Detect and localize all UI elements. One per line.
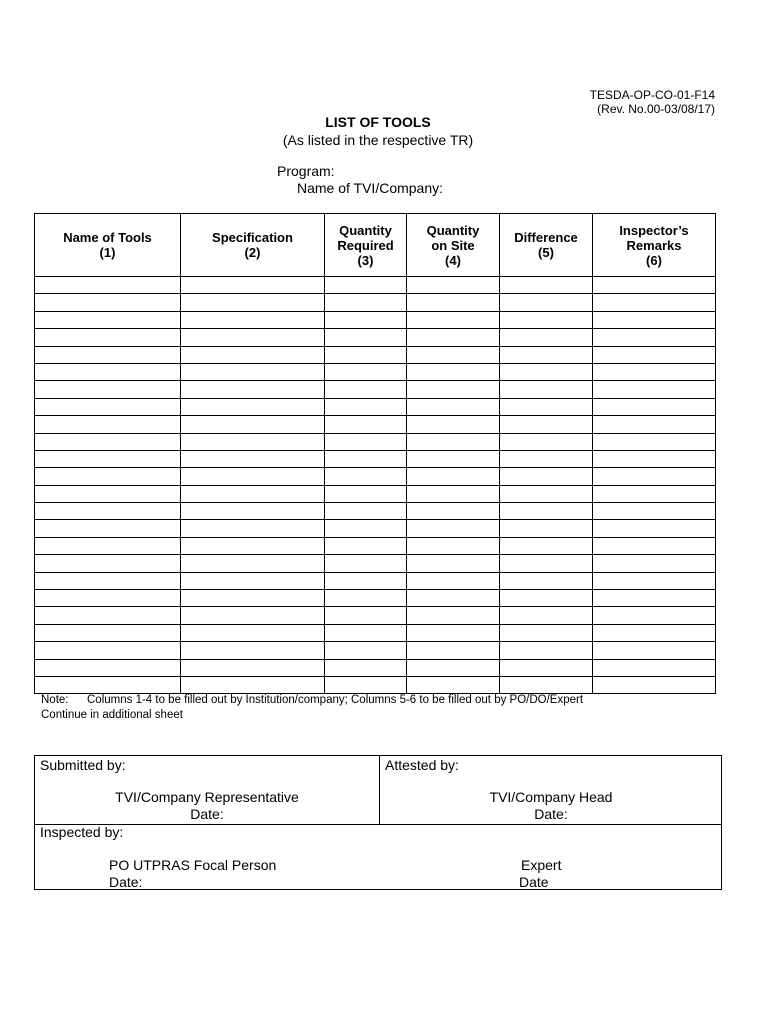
table-cell xyxy=(500,416,593,433)
table-row xyxy=(35,398,716,415)
submitted-role: TVI/Company Representative xyxy=(115,789,299,805)
table-cell xyxy=(325,363,407,380)
table-cell xyxy=(500,659,593,676)
table-cell xyxy=(181,503,325,520)
header-line: Quantity xyxy=(339,222,392,238)
table-cell xyxy=(181,416,325,433)
table-cell xyxy=(407,555,500,572)
note-line xyxy=(41,693,583,708)
table-cell xyxy=(500,537,593,554)
table-cell xyxy=(500,642,593,659)
submitted-date-label: Date: xyxy=(190,806,224,822)
inspected-by-label: Inspected by: xyxy=(40,824,124,840)
table-row xyxy=(35,416,716,433)
header-line: (6) xyxy=(646,252,662,268)
table-row xyxy=(35,381,716,398)
header-line: (2) xyxy=(244,245,261,260)
submitted-signature-block xyxy=(35,789,379,823)
table-cell xyxy=(500,520,593,537)
table-cell xyxy=(407,607,500,624)
table-cell xyxy=(407,363,500,380)
column-header-difference xyxy=(500,214,593,277)
table-row xyxy=(35,590,716,607)
table-cell xyxy=(593,624,716,641)
table-cell xyxy=(325,537,407,554)
table-cell xyxy=(500,676,593,693)
table-cell xyxy=(35,555,181,572)
table-cell xyxy=(593,659,716,676)
table-cell xyxy=(407,294,500,311)
table-cell xyxy=(593,676,716,693)
table-cell xyxy=(325,381,407,398)
table-cell xyxy=(35,363,181,380)
table-row xyxy=(35,503,716,520)
table-cell xyxy=(593,485,716,502)
table-cell xyxy=(407,346,500,363)
table-cell xyxy=(500,624,593,641)
table-cell xyxy=(325,277,407,294)
table-cell xyxy=(325,468,407,485)
table-cell xyxy=(500,468,593,485)
table-row xyxy=(35,659,716,676)
table-cell xyxy=(35,676,181,693)
table-cell xyxy=(35,485,181,502)
table-cell xyxy=(500,572,593,589)
form-code: TESDA-OP-CO-01-F14 xyxy=(589,88,715,102)
table-cell xyxy=(593,450,716,467)
table-cell xyxy=(407,450,500,467)
table-cell xyxy=(181,311,325,328)
table-row xyxy=(35,555,716,572)
table-cell xyxy=(407,381,500,398)
table-cell xyxy=(181,537,325,554)
table-cell xyxy=(181,363,325,380)
header-line: (1) xyxy=(99,245,116,260)
table-cell xyxy=(181,381,325,398)
table-cell xyxy=(407,590,500,607)
table-cell xyxy=(407,398,500,415)
table-cell xyxy=(181,555,325,572)
table-cell xyxy=(35,381,181,398)
table-cell xyxy=(181,590,325,607)
table-cell xyxy=(325,642,407,659)
table-cell xyxy=(35,311,181,328)
table-row xyxy=(35,329,716,346)
header-line: Specification xyxy=(212,230,293,245)
expert-date-label: Date xyxy=(519,874,549,890)
table-cell xyxy=(500,555,593,572)
table-cell xyxy=(35,277,181,294)
table-cell xyxy=(181,329,325,346)
table-cell xyxy=(35,416,181,433)
table-cell xyxy=(500,277,593,294)
table-cell xyxy=(325,555,407,572)
table-row xyxy=(35,572,716,589)
table-cell xyxy=(407,311,500,328)
po-focal-person: PO UTPRAS Focal Person xyxy=(109,857,277,873)
table-cell xyxy=(325,572,407,589)
table-cell xyxy=(407,468,500,485)
attested-signature-block xyxy=(379,789,723,823)
table-cell xyxy=(407,416,500,433)
table-cell xyxy=(593,503,716,520)
table-cell xyxy=(500,503,593,520)
table-cell xyxy=(35,537,181,554)
table-cell xyxy=(500,311,593,328)
table-cell xyxy=(500,294,593,311)
column-header-specification xyxy=(181,214,325,277)
table-cell xyxy=(181,277,325,294)
header-line: Quantity xyxy=(426,222,480,238)
table-cell xyxy=(325,590,407,607)
note-block xyxy=(41,693,583,723)
table-cell xyxy=(181,485,325,502)
table-cell xyxy=(407,676,500,693)
table-cell xyxy=(35,624,181,641)
table-cell xyxy=(325,624,407,641)
table-row xyxy=(35,277,716,294)
table-cell xyxy=(35,398,181,415)
form-code-block xyxy=(590,88,715,116)
table-cell xyxy=(325,503,407,520)
table-cell xyxy=(325,433,407,450)
table-cell xyxy=(593,642,716,659)
table-cell xyxy=(407,537,500,554)
table-cell xyxy=(407,503,500,520)
page-subtitle: (As listed in the respective TR) xyxy=(282,132,474,148)
table-cell xyxy=(35,503,181,520)
column-header-quantity-on-site xyxy=(407,214,500,277)
revision-number: (Rev. No.00-03/08/17) xyxy=(597,102,715,116)
header-line: (5) xyxy=(538,245,554,260)
column-header-inspectors-remarks xyxy=(593,214,716,277)
table-cell xyxy=(181,398,325,415)
table-cell xyxy=(181,642,325,659)
table-cell xyxy=(35,642,181,659)
table-cell xyxy=(325,346,407,363)
table-cell xyxy=(407,572,500,589)
table-cell xyxy=(593,363,716,380)
tools-table-body xyxy=(35,277,716,694)
table-cell xyxy=(35,607,181,624)
column-header-quantity-required xyxy=(325,214,407,277)
table-cell xyxy=(181,520,325,537)
table-cell xyxy=(407,329,500,346)
table-row xyxy=(35,433,716,450)
table-cell xyxy=(407,485,500,502)
table-cell xyxy=(500,485,593,502)
table-row xyxy=(35,363,716,380)
table-cell xyxy=(35,346,181,363)
table-cell xyxy=(593,572,716,589)
table-cell xyxy=(181,676,325,693)
table-cell xyxy=(35,294,181,311)
table-row xyxy=(35,485,716,502)
table-cell xyxy=(407,642,500,659)
table-cell xyxy=(325,659,407,676)
table-cell xyxy=(325,416,407,433)
table-cell xyxy=(35,468,181,485)
table-cell xyxy=(500,398,593,415)
table-cell xyxy=(500,607,593,624)
tools-table xyxy=(34,213,716,694)
table-row xyxy=(35,642,716,659)
column-header-name-of-tools xyxy=(35,214,181,277)
header-line: Inspector’s xyxy=(619,222,689,238)
table-cell xyxy=(593,311,716,328)
table-cell xyxy=(181,450,325,467)
header-line: Remarks xyxy=(626,237,682,253)
table-cell xyxy=(325,398,407,415)
table-cell xyxy=(35,590,181,607)
header-line: Required xyxy=(337,237,394,253)
table-cell xyxy=(593,520,716,537)
continue-note: Continue in additional sheet xyxy=(41,709,183,721)
table-cell xyxy=(181,624,325,641)
table-cell xyxy=(407,433,500,450)
table-cell xyxy=(325,607,407,624)
table-row xyxy=(35,311,716,328)
tvi-name-label: Name of TVI/Company: xyxy=(297,180,444,196)
table-cell xyxy=(325,485,407,502)
po-date-label: Date: xyxy=(109,874,143,890)
table-cell xyxy=(407,520,500,537)
table-cell xyxy=(407,277,500,294)
table-cell xyxy=(593,329,716,346)
attested-by-label: Attested by: xyxy=(385,757,459,773)
attested-role: TVI/Company Head xyxy=(489,789,613,805)
table-cell xyxy=(500,363,593,380)
table-cell xyxy=(593,607,716,624)
table-cell xyxy=(593,555,716,572)
table-cell xyxy=(500,450,593,467)
table-cell xyxy=(500,433,593,450)
header-line: (4) xyxy=(445,252,461,268)
table-cell xyxy=(407,624,500,641)
table-cell xyxy=(325,520,407,537)
table-cell xyxy=(35,450,181,467)
header-line: Difference xyxy=(514,230,578,245)
table-cell xyxy=(325,329,407,346)
table-row xyxy=(35,520,716,537)
table-cell xyxy=(593,590,716,607)
table-cell xyxy=(325,311,407,328)
expert-role: Expert xyxy=(521,857,562,873)
header-line: (3) xyxy=(357,252,374,268)
table-row xyxy=(35,537,716,554)
table-row xyxy=(35,346,716,363)
table-cell xyxy=(593,537,716,554)
table-cell xyxy=(325,294,407,311)
table-header-row xyxy=(35,214,716,277)
table-cell xyxy=(181,607,325,624)
table-cell xyxy=(325,676,407,693)
table-cell xyxy=(593,277,716,294)
attested-date-label: Date: xyxy=(534,806,568,822)
table-cell xyxy=(181,294,325,311)
table-cell xyxy=(35,572,181,589)
table-cell xyxy=(181,468,325,485)
table-cell xyxy=(593,294,716,311)
table-cell xyxy=(325,450,407,467)
table-cell xyxy=(35,329,181,346)
table-cell xyxy=(35,659,181,676)
table-cell xyxy=(593,346,716,363)
page-title: LIST OF TOOLS xyxy=(325,114,431,130)
table-cell xyxy=(181,346,325,363)
table-row xyxy=(35,607,716,624)
table-row xyxy=(35,624,716,641)
table-row xyxy=(35,468,716,485)
table-cell xyxy=(593,433,716,450)
table-cell xyxy=(500,329,593,346)
header-line: Name of Tools xyxy=(63,230,152,245)
header-line: on Site xyxy=(431,237,475,253)
table-cell xyxy=(181,572,325,589)
table-cell xyxy=(181,659,325,676)
table-cell xyxy=(407,659,500,676)
note-label: Note: xyxy=(41,694,69,706)
table-cell xyxy=(500,346,593,363)
table-cell xyxy=(593,468,716,485)
table-cell xyxy=(35,520,181,537)
table-cell xyxy=(500,590,593,607)
program-label: Program: xyxy=(277,163,335,179)
table-row xyxy=(35,676,716,693)
submitted-by-label: Submitted by: xyxy=(40,757,126,773)
table-cell xyxy=(35,433,181,450)
table-row xyxy=(35,294,716,311)
note-text: Columns 1-4 to be filled out by Institution/company; Columns 5-6 to be filled out by PO/DO/Expert xyxy=(87,694,584,706)
table-cell xyxy=(593,416,716,433)
table-cell xyxy=(593,381,716,398)
table-cell xyxy=(500,381,593,398)
signature-box xyxy=(34,755,722,890)
table-cell xyxy=(593,398,716,415)
table-row xyxy=(35,450,716,467)
table-cell xyxy=(181,433,325,450)
